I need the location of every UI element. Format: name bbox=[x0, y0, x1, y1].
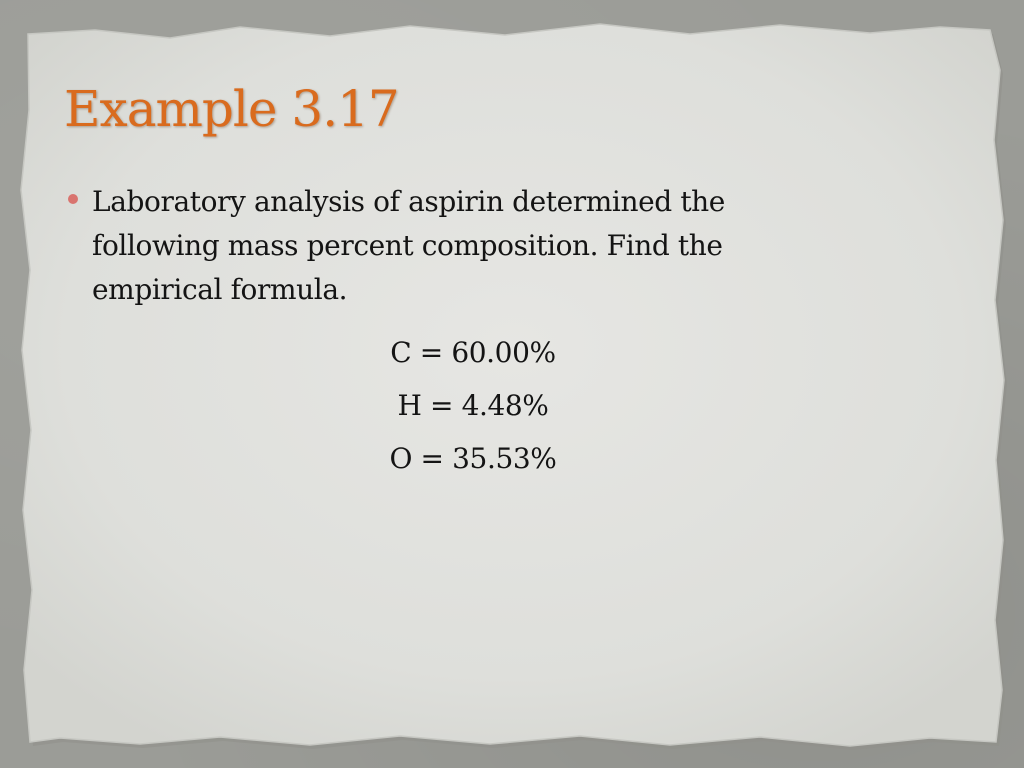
slide-body bbox=[64, 180, 854, 485]
slide-title: Example 3.17 bbox=[64, 80, 399, 138]
carbon-percent: C = 60.00% bbox=[390, 336, 556, 369]
composition-values bbox=[64, 326, 854, 485]
bullet-text: Laboratory analysis of aspirin determined the following mass percent composition. Find the empirical formula. bbox=[92, 185, 725, 306]
bullet-dot-icon bbox=[68, 194, 78, 204]
hydrogen-percent: H = 4.48% bbox=[397, 389, 549, 422]
bullet-item bbox=[64, 180, 854, 312]
oxygen-percent: O = 35.53% bbox=[389, 442, 557, 475]
